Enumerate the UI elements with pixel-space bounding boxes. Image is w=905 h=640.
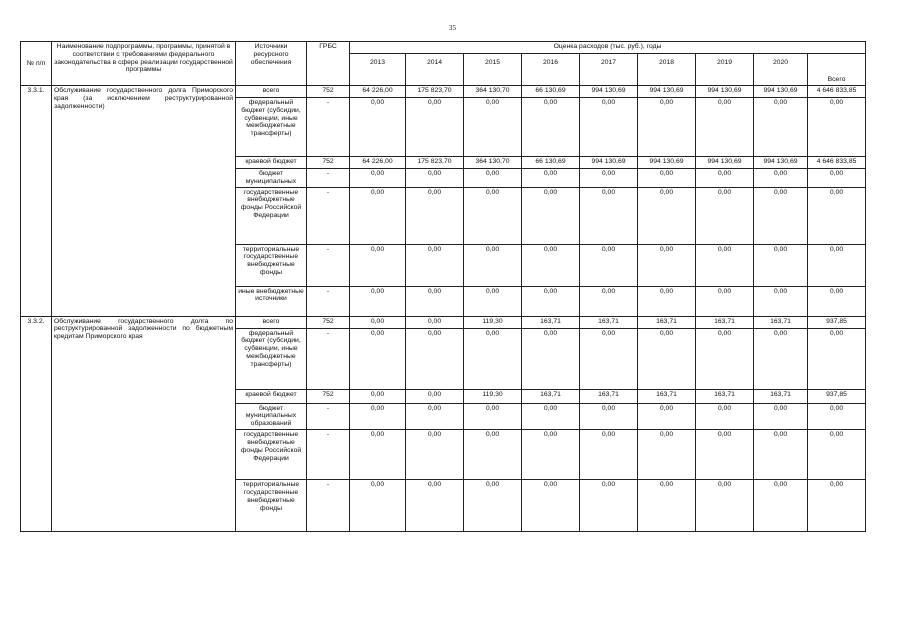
header-name: Наименование подпрограммы, программы, принятой в соответствии с требованиями федерального законодательства в сфере реализации государственной программы [52, 42, 236, 86]
grbs-cell: - [307, 98, 350, 157]
grbs-cell: 752 [307, 316, 350, 328]
value-cell: 163,71 [638, 389, 696, 403]
value-cell: 0,00 [696, 430, 754, 480]
value-cell: 0,00 [580, 169, 638, 188]
value-cell: 0,00 [580, 480, 638, 532]
header-year-2017: 2017 [580, 54, 638, 86]
value-cell: 66 130,69 [522, 86, 580, 98]
source-cell: краевой бюджет [236, 157, 307, 169]
value-cell: 0,00 [464, 480, 522, 532]
value-cell: 0,00 [580, 286, 638, 316]
value-cell: 0,00 [406, 389, 464, 403]
grbs-cell: - [307, 430, 350, 480]
header-estimate: Оценка расходов (тыс. руб.), годы [350, 42, 866, 54]
value-cell: 163,71 [522, 316, 580, 328]
value-cell: 0,00 [696, 244, 754, 286]
total-cell: 0,00 [808, 430, 866, 480]
total-cell: 0,00 [808, 480, 866, 532]
header-year-2015: 2015 [464, 54, 522, 86]
value-cell: 0,00 [754, 187, 808, 244]
table-row [21, 316, 866, 328]
total-cell: 937,85 [808, 389, 866, 403]
total-cell: 0,00 [808, 403, 866, 429]
grbs-cell: - [307, 480, 350, 532]
value-cell: 0,00 [406, 430, 464, 480]
value-cell: 163,71 [696, 389, 754, 403]
value-cell: 0,00 [638, 480, 696, 532]
source-cell: всего [236, 316, 307, 328]
value-cell: 163,71 [522, 389, 580, 403]
value-cell: 163,71 [638, 316, 696, 328]
value-cell: 0,00 [522, 244, 580, 286]
value-cell: 994 130,69 [580, 157, 638, 169]
header-total: Всего [808, 54, 866, 86]
value-cell: 0,00 [464, 328, 522, 389]
value-cell: 0,00 [754, 244, 808, 286]
value-cell: 0,00 [580, 430, 638, 480]
value-cell: 0,00 [638, 187, 696, 244]
value-cell: 0,00 [522, 169, 580, 188]
value-cell: 0,00 [754, 98, 808, 157]
value-cell: 994 130,69 [696, 157, 754, 169]
header-year-2014: 2014 [406, 54, 464, 86]
value-cell: 0,00 [580, 244, 638, 286]
value-cell: 0,00 [350, 187, 406, 244]
grbs-cell: - [307, 403, 350, 429]
grbs-cell: 752 [307, 389, 350, 403]
value-cell: 364 130,70 [464, 157, 522, 169]
section-number: 3.3.1. [21, 86, 52, 317]
value-cell: 163,71 [580, 316, 638, 328]
value-cell: 0,00 [350, 169, 406, 188]
value-cell: 994 130,69 [754, 86, 808, 98]
value-cell: 0,00 [350, 98, 406, 157]
value-cell: 0,00 [406, 328, 464, 389]
value-cell: 0,00 [696, 286, 754, 316]
value-cell: 0,00 [754, 430, 808, 480]
value-cell: 64 226,00 [350, 157, 406, 169]
value-cell: 0,00 [696, 403, 754, 429]
value-cell: 0,00 [580, 403, 638, 429]
total-cell: 0,00 [808, 187, 866, 244]
value-cell: 994 130,69 [754, 157, 808, 169]
value-cell: 0,00 [696, 169, 754, 188]
header-year-2016: 2016 [522, 54, 580, 86]
header-year-2019: 2019 [696, 54, 754, 86]
value-cell: 0,00 [522, 328, 580, 389]
value-cell: 0,00 [464, 403, 522, 429]
value-cell: 364 130,70 [464, 86, 522, 98]
value-cell: 0,00 [464, 169, 522, 188]
section-name: Обслуживание государственного долга по реструктурированной задолженности по бюджетным кредитам Приморского края [52, 316, 236, 531]
value-cell: 0,00 [754, 169, 808, 188]
table-row [21, 86, 866, 98]
value-cell: 0,00 [638, 403, 696, 429]
value-cell: 0,00 [350, 403, 406, 429]
value-cell: 119,30 [464, 316, 522, 328]
value-cell: 163,71 [754, 316, 808, 328]
value-cell: 0,00 [580, 328, 638, 389]
header-sources: Источники ресурсного обеспечения [236, 42, 307, 86]
value-cell: 994 130,69 [638, 86, 696, 98]
grbs-cell: - [307, 286, 350, 316]
value-cell: 0,00 [754, 403, 808, 429]
source-cell: территориальные государственные внебюджетные фонды [236, 244, 307, 286]
value-cell: 64 226,00 [350, 86, 406, 98]
value-cell: 0,00 [464, 98, 522, 157]
grbs-cell: - [307, 328, 350, 389]
value-cell: 163,71 [580, 389, 638, 403]
value-cell: 0,00 [522, 98, 580, 157]
value-cell: 0,00 [350, 328, 406, 389]
value-cell: 0,00 [406, 244, 464, 286]
grbs-cell: - [307, 169, 350, 188]
header-num: № п/п [21, 42, 52, 86]
value-cell: 0,00 [464, 430, 522, 480]
header-year-2020: 2020 [754, 54, 808, 86]
value-cell: 994 130,69 [580, 86, 638, 98]
header-year-2013: 2013 [350, 54, 406, 86]
budget-table [20, 41, 866, 532]
grbs-cell: 752 [307, 86, 350, 98]
value-cell: 0,00 [580, 187, 638, 244]
value-cell: 0,00 [638, 98, 696, 157]
value-cell: 994 130,69 [696, 86, 754, 98]
value-cell: 0,00 [350, 389, 406, 403]
value-cell: 0,00 [350, 286, 406, 316]
value-cell: 0,00 [406, 169, 464, 188]
value-cell: 0,00 [464, 286, 522, 316]
value-cell: 0,00 [696, 480, 754, 532]
value-cell: 0,00 [580, 98, 638, 157]
value-cell: 0,00 [754, 480, 808, 532]
value-cell: 0,00 [638, 244, 696, 286]
total-cell: 0,00 [808, 328, 866, 389]
value-cell: 175 823,70 [406, 86, 464, 98]
table-header [21, 42, 866, 86]
value-cell: 994 130,69 [638, 157, 696, 169]
section-number: 3.3.2. [21, 316, 52, 531]
value-cell: 0,00 [406, 403, 464, 429]
value-cell: 0,00 [522, 430, 580, 480]
value-cell: 0,00 [638, 169, 696, 188]
value-cell: 0,00 [464, 187, 522, 244]
source-cell: государственные внебюджетные фонды Российской Федерации [236, 430, 307, 480]
value-cell: 0,00 [406, 187, 464, 244]
value-cell: 0,00 [522, 286, 580, 316]
value-cell: 0,00 [638, 328, 696, 389]
header-grbs: ГРБС [307, 42, 350, 86]
source-cell: всего [236, 86, 307, 98]
value-cell: 0,00 [522, 403, 580, 429]
value-cell: 0,00 [406, 316, 464, 328]
value-cell: 0,00 [350, 480, 406, 532]
value-cell: 0,00 [754, 328, 808, 389]
value-cell: 0,00 [406, 98, 464, 157]
value-cell: 0,00 [638, 430, 696, 480]
value-cell: 0,00 [696, 187, 754, 244]
source-cell: бюджет муниципальных [236, 169, 307, 188]
table-body [21, 86, 866, 532]
source-cell: федеральный бюджет (субсидии, субвенции, иные межбюджетные трансферты) [236, 328, 307, 389]
value-cell: 0,00 [696, 98, 754, 157]
total-cell: 937,85 [808, 316, 866, 328]
value-cell: 0,00 [350, 430, 406, 480]
value-cell: 0,00 [464, 244, 522, 286]
source-cell: государственные внебюджетные фонды Российской Федерации [236, 187, 307, 244]
total-cell: 0,00 [808, 244, 866, 286]
value-cell: 66 130,69 [522, 157, 580, 169]
value-cell: 0,00 [696, 328, 754, 389]
header-year-2018: 2018 [638, 54, 696, 86]
value-cell: 0,00 [638, 286, 696, 316]
section-name: Обслуживание государственного долга Приморского края (за исключением реструктурированной задолженности) [52, 86, 236, 317]
grbs-cell: - [307, 187, 350, 244]
value-cell: 0,00 [350, 316, 406, 328]
source-cell: федеральный бюджет (субсидии, субвенции, иные межбюджетные трансферты) [236, 98, 307, 157]
value-cell: 0,00 [350, 244, 406, 286]
value-cell: 163,71 [754, 389, 808, 403]
source-cell: иные внебюджетные источники [236, 286, 307, 316]
source-cell: краевой бюджет [236, 389, 307, 403]
value-cell: 119,30 [464, 389, 522, 403]
value-cell: 0,00 [522, 187, 580, 244]
value-cell: 0,00 [522, 480, 580, 532]
value-cell: 163,71 [696, 316, 754, 328]
page-number: 35 [449, 24, 456, 32]
source-cell: бюджет муниципальных образований [236, 403, 307, 429]
grbs-cell: - [307, 244, 350, 286]
total-cell: 0,00 [808, 286, 866, 316]
grbs-cell: 752 [307, 157, 350, 169]
total-cell: 0,00 [808, 169, 866, 188]
value-cell: 175 823,70 [406, 157, 464, 169]
value-cell: 0,00 [406, 286, 464, 316]
value-cell: 0,00 [754, 286, 808, 316]
total-cell: 0,00 [808, 98, 866, 157]
total-cell: 4 646 833,85 [808, 86, 866, 98]
source-cell: территориальные государственные внебюджетные фонды [236, 480, 307, 532]
total-cell: 4 646 833,85 [808, 157, 866, 169]
value-cell: 0,00 [406, 480, 464, 532]
